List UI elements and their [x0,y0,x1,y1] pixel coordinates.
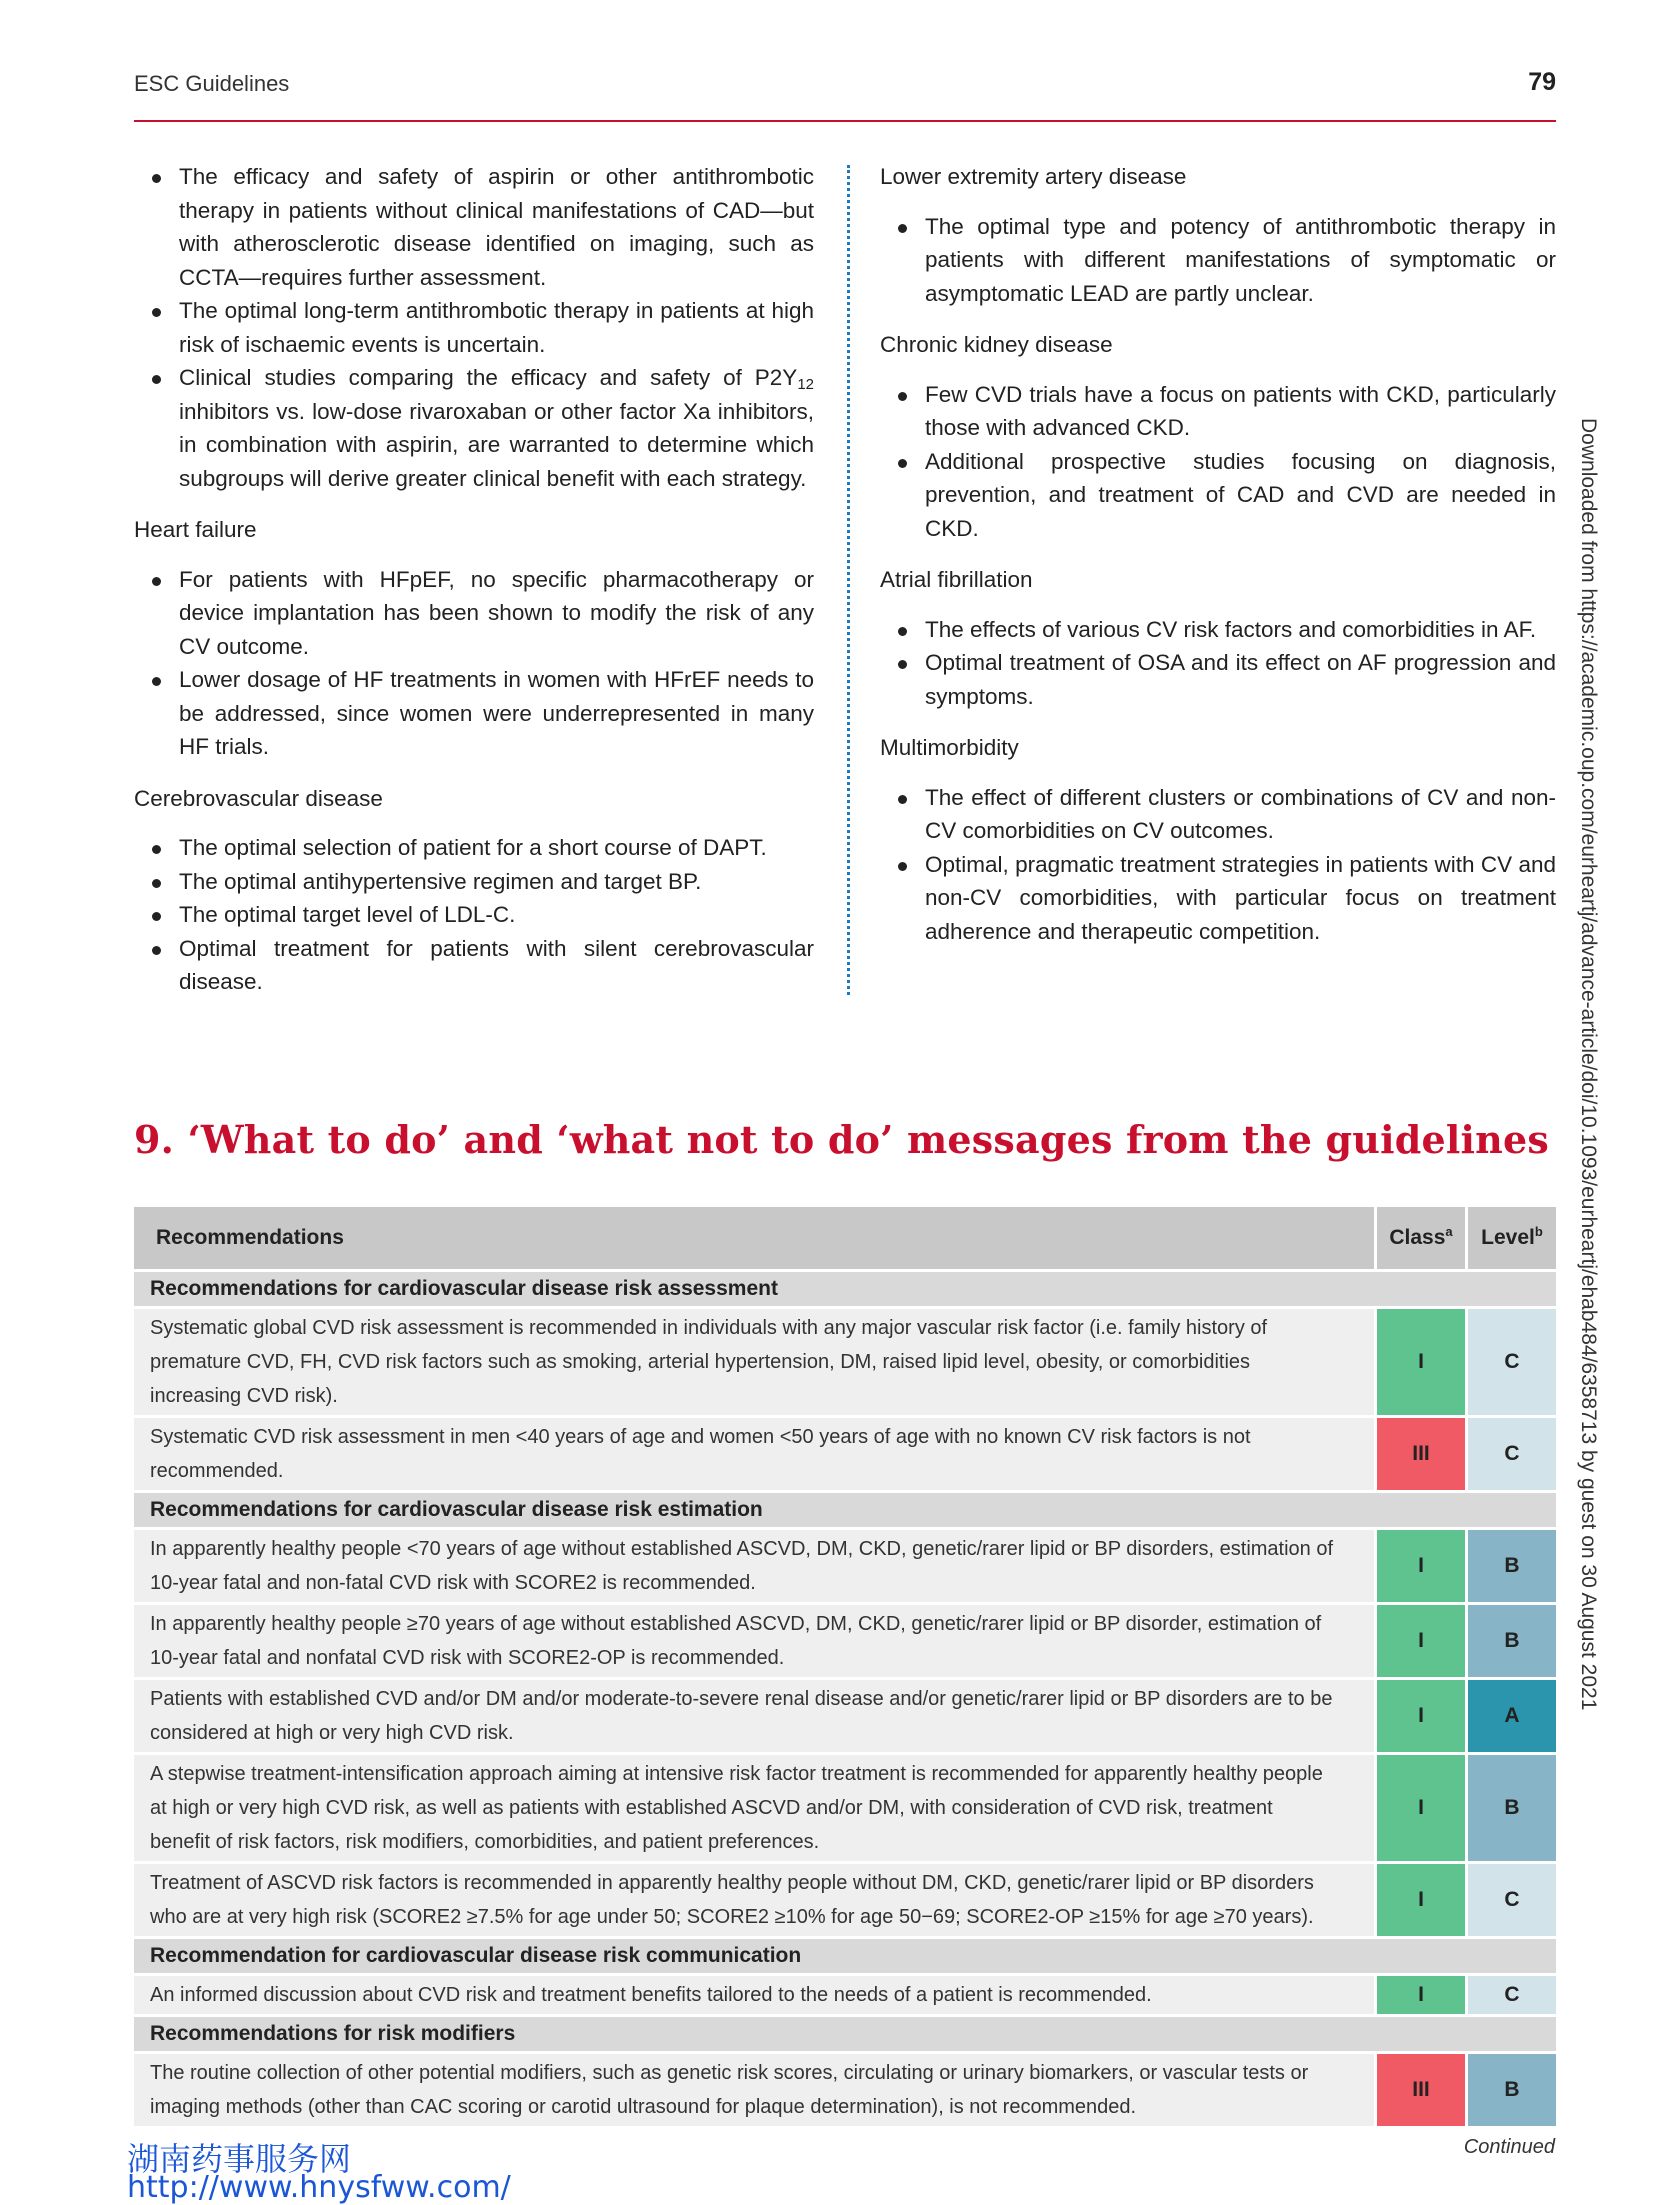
column-divider [847,165,850,995]
download-note: Downloaded from https://academic.oup.com/eurheartj/advance-article/doi/10.1093/eurheartj/ehab484/6358713 by guest on 30 August 2021 [1577,418,1600,1711]
subheading-cerebrovascular: Cerebrovascular disease [134,785,383,811]
col-header-recommendations: Recommendations [134,1207,1374,1272]
table-row [134,1976,1556,2017]
class-badge: III [1374,1418,1465,1493]
list-item: The efficacy and safety of aspirin or other antithrombotic therapy in patients without clinical manifestations of CAD—but with atherosclerotic disease identified on imaging, such as CCTA—requires further assessment. [134,160,814,294]
list-item: Lower dosage of HF treatments in women with HFrEF needs to be addressed, since women were underrepresented in many HF trials. [134,663,814,764]
bullet-list [134,563,814,764]
table-row [134,1755,1556,1864]
p2y12-text-rest: inhibitors vs. low-dose rivaroxaban or other factor Xa inhibitors, in combination with aspirin, are warranted to determine which subgroups will derive greater clinical benefit with each strategy. [179,398,814,491]
table-row [134,1605,1556,1680]
bullet-list [134,160,814,495]
list-item: The optimal type and potency of antithrombotic therapy in patients with different manifestations of symptomatic or asymptomatic LEAD are partly unclear. [880,210,1556,311]
bullet-list [134,831,814,999]
level-badge: C [1465,1864,1556,1939]
table-row [134,1864,1556,1939]
list-item: The effects of various CV risk factors and comorbidities in AF. [880,613,1556,647]
bullet-list [880,378,1556,546]
list-item: For patients with HFpEF, no specific pharmacotherapy or device implantation has been shown to modify the risk of any CV outcome. [134,563,814,664]
list-item: Few CVD trials have a focus on patients with CKD, particularly those with advanced CKD. [880,378,1556,445]
level-badge: B [1465,1605,1556,1680]
group-header-row [134,1939,1556,1976]
watermark-site-name: 湖南药事服务网 [127,2140,352,2178]
class-badge: I [1374,1755,1465,1864]
section-title: 9. ‘What to do’ and ‘what not to do’ messages from the guidelines [134,1117,1549,1162]
class-badge: I [1374,1605,1465,1680]
recommendation-text: Treatment of ASCVD risk factors is recommended in apparently healthy people without DM, CKD, genetic/rarer lipid or BP disorders who are at very high risk (SCORE2 ≥7.5% for age under 50; SCORE2 ≥10% for age 50−69; SCORE2-OP ≥15% for age ≥70 years). [134,1864,1374,1939]
left-column [134,160,814,999]
bullet-list [880,613,1556,714]
recommendation-text: An informed discussion about CVD risk and treatment benefits tailored to the needs of a patient is recommended. [134,1976,1374,2017]
p2y12-subscript: 12 [797,376,814,393]
recommendation-text: In apparently healthy people ≥70 years of age without established ASCVD, DM, CKD, genetic/rarer lipid or BP disorder, estimation of 10-year fatal and nonfatal CVD risk with SCORE2-OP is recommended. [134,1605,1374,1680]
list-item: Optimal, pragmatic treatment strategies in patients with CV and non-CV comorbidities, with particular focus on treatment adherence and therapeutic competition. [880,848,1556,949]
col-header-class [1374,1207,1465,1272]
class-badge: I [1374,1680,1465,1755]
list-item [134,361,814,495]
level-badge: C [1465,1309,1556,1418]
recommendations-body [134,1272,1556,2129]
table-row [134,1530,1556,1605]
level-badge: C [1465,1976,1556,2017]
level-badge: B [1465,1755,1556,1864]
subheading-ckd: Chronic kidney disease [880,332,1113,357]
class-badge: I [1374,1864,1465,1939]
list-item: Optimal treatment for patients with silent cerebrovascular disease. [134,932,814,999]
table-row [134,1309,1556,1418]
group-header-row [134,2017,1556,2054]
bullet-list [880,781,1556,949]
right-column [880,160,1556,948]
group-header-row [134,1493,1556,1530]
class-sup: a [1445,1224,1453,1239]
recommendation-text: Systematic CVD risk assessment in men <40 years of age and women <50 years of age with no known CV risk factors is not recommended. [134,1418,1374,1493]
watermark-url[interactable]: http://www.hnysfww.com/ [127,2170,511,2205]
recommendation-text: Patients with established CVD and/or DM and/or moderate-to-severe renal disease and/or genetic/rarer lipid or BP disorders are to be considered at high or very high CVD risk. [134,1680,1374,1755]
table-row [134,1680,1556,1755]
list-item: The optimal antihypertensive regimen and target BP. [134,865,814,899]
subheading-multimorbidity: Multimorbidity [880,735,1019,760]
level-badge: C [1465,1418,1556,1493]
group-title: Recommendation for cardiovascular disease risk communication [134,1939,1556,1976]
group-title: Recommendations for cardiovascular disease risk assessment [134,1272,1556,1309]
level-label: Level [1481,1226,1535,1249]
level-badge: A [1465,1680,1556,1755]
class-label: Class [1389,1226,1446,1249]
continued-note: Continued [1463,2136,1555,2158]
group-header-row [134,1272,1556,1309]
subheading-heart-failure: Heart failure [134,517,257,542]
recommendation-text: In apparently healthy people <70 years of age without established ASCVD, DM, CKD, genetic/rarer lipid or BP disorders, estimation of 10-year fatal and non-fatal CVD risk with SCORE2 is recommended. [134,1530,1374,1605]
list-item: The optimal long-term antithrombotic therapy in patients at high risk of ischaemic events is uncertain. [134,294,814,361]
group-title: Recommendations for risk modifiers [134,2017,1556,2054]
list-item: Additional prospective studies focusing on diagnosis, prevention, and treatment of CAD and CVD are needed in CKD. [880,445,1556,546]
col-header-level [1465,1207,1556,1272]
level-badge: B [1465,1530,1556,1605]
recommendation-text: The routine collection of other potential modifiers, such as genetic risk scores, circulating or urinary biomarkers, or vascular tests or imaging methods (other than CAC scoring or carotid ultrasound for plaque determination), is not recommended. [134,2054,1374,2129]
class-badge: III [1374,2054,1465,2129]
subheading-af: Atrial fibrillation [880,567,1033,592]
level-sup: b [1534,1224,1543,1239]
class-badge: I [1374,1309,1465,1418]
header-rule [134,120,1556,122]
page-number: 79 [1528,68,1556,96]
recommendations-table [134,1207,1556,2129]
list-item: The optimal target level of LDL-C. [134,898,814,932]
table-row [134,2054,1556,2129]
level-badge: B [1465,2054,1556,2129]
bullet-list [880,210,1556,311]
class-badge: I [1374,1530,1465,1605]
list-item: Optimal treatment of OSA and its effect on AF progression and symptoms. [880,646,1556,713]
class-badge: I [1374,1976,1465,2017]
running-header: ESC Guidelines [134,71,290,96]
subheading-lead: Lower extremity artery disease [880,164,1187,189]
group-title: Recommendations for cardiovascular disease risk estimation [134,1493,1556,1530]
list-item: The effect of different clusters or combinations of CV and non-CV comorbidities on CV outcomes. [880,781,1556,848]
list-item: The optimal selection of patient for a short course of DAPT. [134,831,814,865]
recommendation-text: A stepwise treatment-intensification approach aiming at intensive risk factor treatment is recommended for apparently healthy people at high or very high CVD risk, as well as patients with established ASCVD and/or DM, with consideration of CVD risk, treatment benefit of risk factors, risk modifiers, comorbidities, and patient preferences. [134,1755,1374,1864]
recommendation-text: Systematic global CVD risk assessment is recommended in individuals with any major vascular risk factor (i.e. family history of premature CVD, FH, CVD risk factors such as smoking, arterial hypertension, DM, raised lipid level, obesity, or comorbidities increasing CVD risk). [134,1309,1374,1418]
table-row [134,1418,1556,1493]
p2y12-text: Clinical studies comparing the efficacy and safety of P2Y [179,365,798,390]
